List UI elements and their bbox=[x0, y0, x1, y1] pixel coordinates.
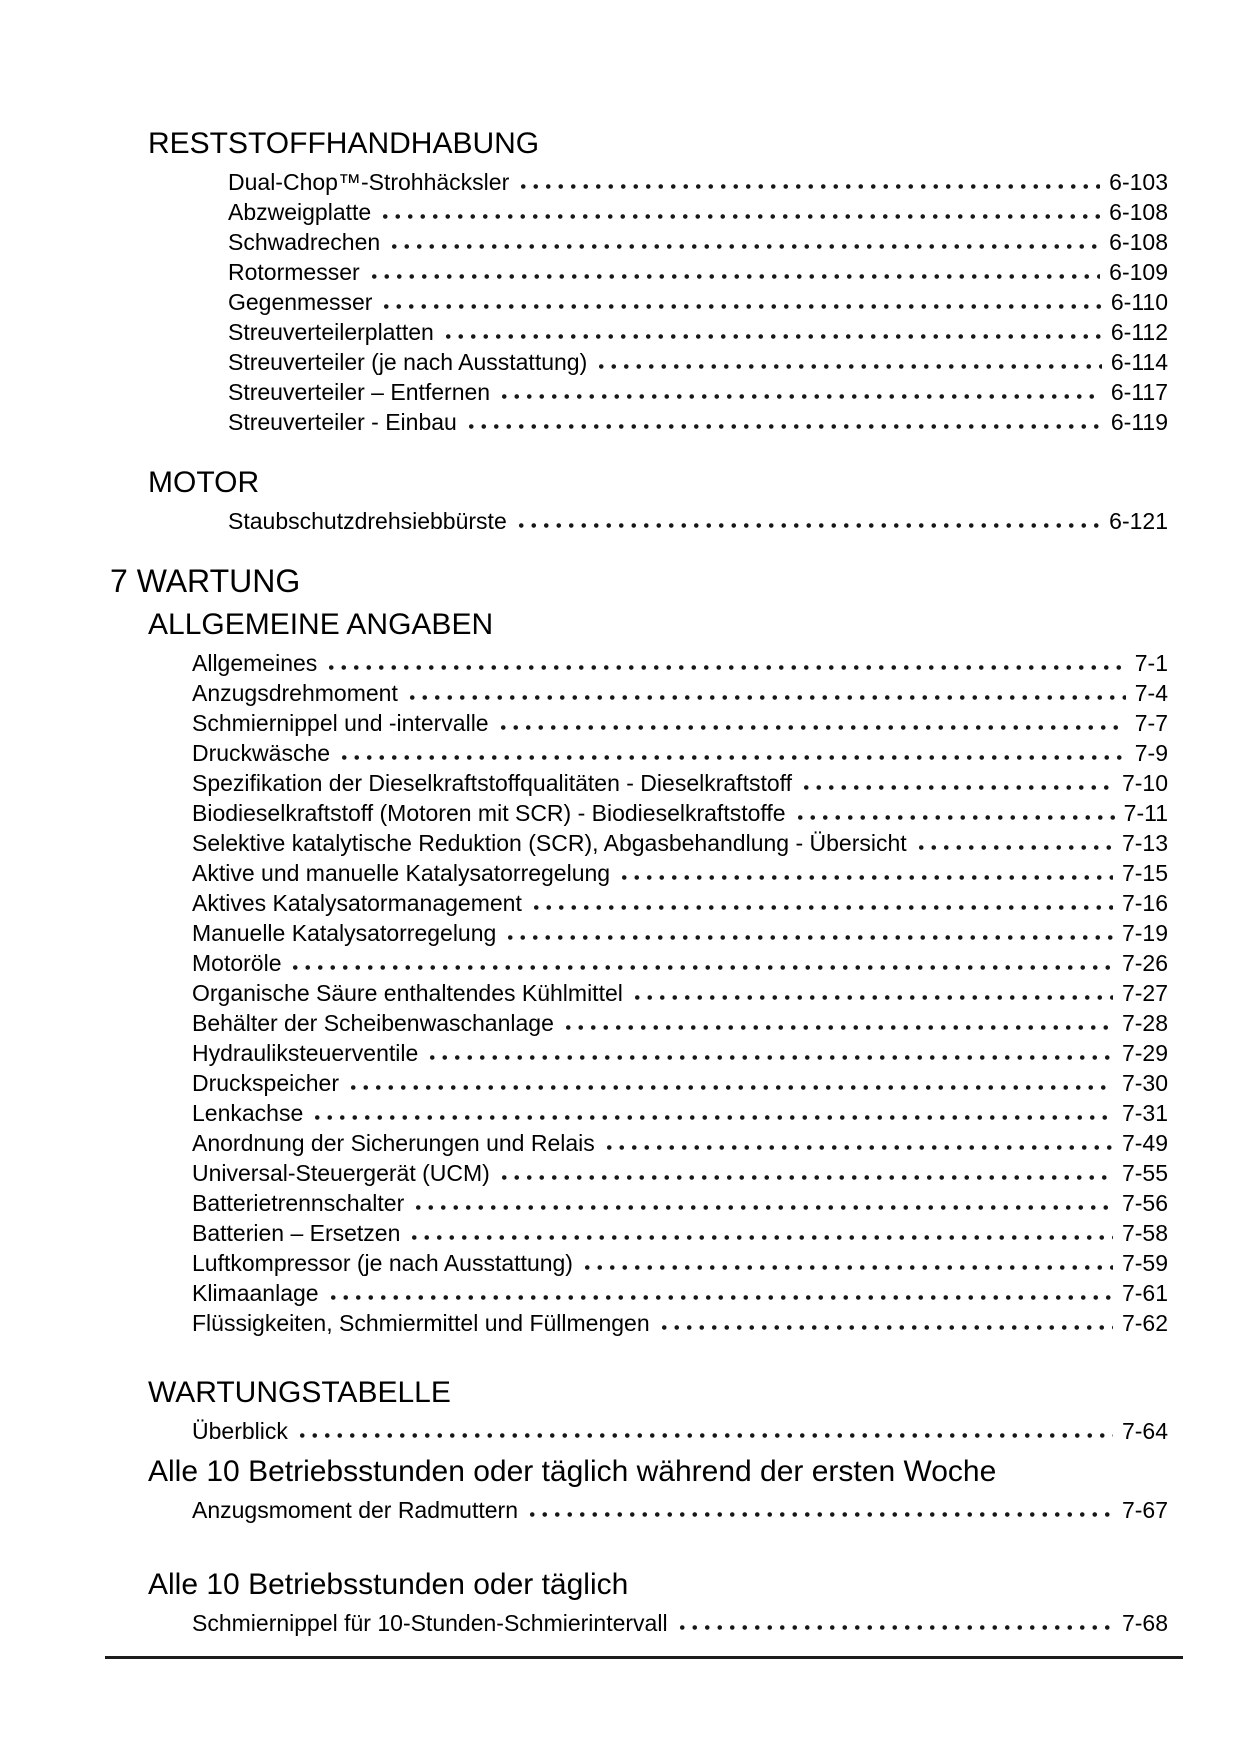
toc-entry-label: Schwadrechen bbox=[228, 229, 381, 255]
toc-entry-page: 7-1 bbox=[1134, 650, 1168, 676]
toc-entry bbox=[192, 918, 1168, 948]
toc-entry-page: 7-62 bbox=[1121, 1310, 1168, 1336]
toc-entry bbox=[192, 1218, 1168, 1248]
toc-entry-list bbox=[192, 1416, 1168, 1446]
dot-leader bbox=[412, 1205, 1113, 1210]
dot-leader bbox=[517, 184, 1100, 189]
toc-entry-page: 7-4 bbox=[1134, 680, 1168, 706]
toc-entry bbox=[192, 1308, 1168, 1338]
dot-leader bbox=[388, 244, 1100, 249]
toc-entry bbox=[192, 1278, 1168, 1308]
toc-entry-page: 7-16 bbox=[1121, 890, 1168, 916]
toc-entry-label: Rotormesser bbox=[228, 259, 360, 285]
dot-leader bbox=[497, 725, 1126, 730]
toc-entry bbox=[228, 287, 1168, 317]
dot-leader bbox=[379, 214, 1100, 219]
toc-entry bbox=[228, 347, 1168, 377]
dot-leader bbox=[800, 785, 1113, 790]
toc-entry bbox=[192, 738, 1168, 768]
toc-entry bbox=[192, 1038, 1168, 1068]
dot-leader bbox=[442, 334, 1102, 339]
toc-entry bbox=[192, 1188, 1168, 1218]
toc-entry-label: Staubschutzdrehsiebbürste bbox=[228, 508, 507, 534]
toc-entry-page: 7-11 bbox=[1123, 800, 1168, 826]
toc-entry-page: 6-119 bbox=[1110, 409, 1168, 435]
section-title: WARTUNGSTABELLE bbox=[148, 1376, 451, 1409]
section-title: RESTSTOFFHANDHABUNG bbox=[148, 127, 540, 160]
toc-entry-label: Streuverteiler – Entfernen bbox=[228, 379, 491, 405]
toc-entry-page: 6-110 bbox=[1110, 289, 1168, 315]
toc-entry-label: Streuverteiler - Einbau bbox=[228, 409, 457, 435]
toc-entry bbox=[192, 978, 1168, 1008]
toc-entry-page: 7-64 bbox=[1121, 1418, 1168, 1444]
toc-entry-list bbox=[228, 506, 1168, 536]
toc-entry bbox=[192, 858, 1168, 888]
toc-entry-page: 6-108 bbox=[1109, 229, 1168, 255]
toc-section bbox=[110, 1569, 1168, 1638]
dot-leader bbox=[289, 965, 1112, 970]
dot-leader bbox=[676, 1625, 1113, 1630]
dot-leader bbox=[368, 274, 1101, 279]
toc-entry-page: 7-56 bbox=[1121, 1190, 1168, 1216]
toc-entry-page: 7-55 bbox=[1121, 1160, 1168, 1186]
toc-entry-page: 6-117 bbox=[1110, 379, 1168, 405]
toc-entry-label: Anzugsdrehmoment bbox=[192, 680, 398, 706]
toc-entry-label: Streuverteiler (je nach Ausstattung) bbox=[228, 349, 588, 375]
toc-entry-label: Flüssigkeiten, Schmiermittel und Füllmengen bbox=[192, 1310, 650, 1336]
toc-entry-page: 7-13 bbox=[1121, 830, 1168, 856]
dot-leader bbox=[338, 755, 1126, 760]
toc-entry-label: Druckwäsche bbox=[192, 740, 331, 766]
toc-entry-label: Spezifikation der Dieselkraftstoffqualitäten - Dieselkraftstoff bbox=[192, 770, 792, 796]
dot-leader bbox=[347, 1085, 1113, 1090]
toc-entry bbox=[192, 828, 1168, 858]
dot-leader bbox=[658, 1325, 1113, 1330]
dot-leader bbox=[631, 995, 1113, 1000]
dot-leader bbox=[915, 845, 1113, 850]
toc-entry-label: Anordnung der Sicherungen und Relais bbox=[192, 1130, 595, 1156]
dot-leader bbox=[562, 1025, 1113, 1030]
dot-leader bbox=[515, 523, 1100, 528]
chapter-title: 7 WARTUNG bbox=[110, 563, 301, 599]
toc-entry bbox=[192, 1008, 1168, 1038]
toc-entry-label: Manuelle Katalysatorregelung bbox=[192, 920, 497, 946]
dot-leader bbox=[311, 1115, 1113, 1120]
toc-entry-label: Druckspeicher bbox=[192, 1070, 339, 1096]
dot-leader bbox=[595, 364, 1102, 369]
toc-entry bbox=[192, 948, 1168, 978]
toc-entry bbox=[192, 888, 1168, 918]
toc-section bbox=[110, 1456, 1168, 1525]
dot-leader bbox=[530, 905, 1113, 910]
toc-entry-page: 7-29 bbox=[1121, 1040, 1168, 1066]
toc-entry-page: 7-31 bbox=[1121, 1100, 1168, 1126]
toc-entry-page: 7-28 bbox=[1121, 1010, 1168, 1036]
toc-entry-page: 7-67 bbox=[1121, 1497, 1168, 1523]
dot-leader bbox=[406, 695, 1126, 700]
toc-entry bbox=[192, 768, 1168, 798]
toc-entry-page: 6-103 bbox=[1109, 169, 1168, 195]
toc-entry-list bbox=[192, 1608, 1168, 1638]
toc-entry-page: 7-15 bbox=[1121, 860, 1168, 886]
toc-entry bbox=[192, 708, 1168, 738]
toc-entry-label: Luftkompressor (je nach Ausstattung) bbox=[192, 1250, 573, 1276]
toc-entry-label: Behälter der Scheibenwaschanlage bbox=[192, 1010, 554, 1036]
section-title: ALLGEMEINE ANGABEN bbox=[148, 608, 494, 641]
toc-section bbox=[110, 609, 1168, 1338]
toc-entry bbox=[192, 1068, 1168, 1098]
toc-entry bbox=[192, 1416, 1168, 1446]
toc-entry-label: Lenkachse bbox=[192, 1100, 304, 1126]
toc-entry-page: 7-26 bbox=[1121, 950, 1168, 976]
toc-entry bbox=[192, 798, 1168, 828]
footer-rule bbox=[105, 1656, 1183, 1659]
toc-entry-list bbox=[192, 1495, 1168, 1525]
toc-entry bbox=[228, 317, 1168, 347]
toc-entry-label: Organische Säure enthaltendes Kühlmittel bbox=[192, 980, 623, 1006]
dot-leader bbox=[465, 424, 1102, 429]
dot-leader bbox=[581, 1265, 1113, 1270]
toc-entry-label: Hydrauliksteuerventile bbox=[192, 1040, 419, 1066]
dot-leader bbox=[526, 1512, 1113, 1517]
section-title: MOTOR bbox=[148, 466, 260, 499]
dot-leader bbox=[380, 304, 1101, 309]
toc-entry bbox=[192, 1128, 1168, 1158]
toc-entry-page: 7-59 bbox=[1121, 1250, 1168, 1276]
toc-entry bbox=[192, 648, 1168, 678]
toc-section bbox=[110, 128, 1168, 437]
toc-entry bbox=[192, 1098, 1168, 1128]
toc-entry-label: Aktives Katalysatormanagement bbox=[192, 890, 522, 916]
toc-entry-label: Schmiernippel für 10-Stunden-Schmierintervall bbox=[192, 1610, 668, 1636]
toc-entry bbox=[192, 1495, 1168, 1525]
toc-entry-label: Batterietrennschalter bbox=[192, 1190, 405, 1216]
toc-entry-page: 7-61 bbox=[1121, 1280, 1168, 1306]
toc-entry-page: 7-19 bbox=[1121, 920, 1168, 946]
toc-entry-label: Klimaanlage bbox=[192, 1280, 319, 1306]
toc-entry-label: Streuverteilerplatten bbox=[228, 319, 434, 345]
toc-entry-label: Überblick bbox=[192, 1418, 288, 1444]
toc-entry-label: Motoröle bbox=[192, 950, 282, 976]
toc-entry bbox=[192, 1248, 1168, 1278]
toc-entry-page: 7-58 bbox=[1121, 1220, 1168, 1246]
dot-leader bbox=[426, 1055, 1113, 1060]
toc-entry bbox=[192, 1608, 1168, 1638]
toc-entry-list bbox=[228, 167, 1168, 437]
toc-entry-label: Allgemeines bbox=[192, 650, 318, 676]
toc-entry bbox=[192, 678, 1168, 708]
toc-entry bbox=[228, 407, 1168, 437]
dot-leader bbox=[618, 875, 1113, 880]
dot-leader bbox=[408, 1235, 1113, 1240]
toc-entry-page: 7-9 bbox=[1134, 740, 1168, 766]
toc-entry-label: Universal-Steuergerät (UCM) bbox=[192, 1160, 490, 1186]
toc-entry-page: 7-7 bbox=[1134, 710, 1168, 736]
toc-entry-label: Selektive katalytische Reduktion (SCR), Abgasbehandlung - Übersicht bbox=[192, 830, 907, 856]
toc-entry-page: 7-27 bbox=[1121, 980, 1168, 1006]
toc-entry-label: Anzugsmoment der Radmuttern bbox=[192, 1497, 518, 1523]
toc-entry-label: Batterien – Ersetzen bbox=[192, 1220, 401, 1246]
section-title: Alle 10 Betriebsstunden oder täglich während der ersten Woche bbox=[148, 1455, 997, 1488]
section-title: Alle 10 Betriebsstunden oder täglich bbox=[148, 1568, 629, 1601]
toc-entry-page: 7-30 bbox=[1121, 1070, 1168, 1096]
toc-entry bbox=[228, 257, 1168, 287]
dot-leader bbox=[327, 1295, 1113, 1300]
table-of-contents bbox=[110, 128, 1168, 1638]
toc-entry-label: Aktive und manuelle Katalysatorregelung bbox=[192, 860, 611, 886]
toc-entry-page: 7-10 bbox=[1121, 770, 1168, 796]
dot-leader bbox=[498, 394, 1102, 399]
toc-entry-page: 6-108 bbox=[1109, 199, 1168, 225]
dot-leader bbox=[296, 1433, 1113, 1438]
toc-entry bbox=[228, 167, 1168, 197]
dot-leader bbox=[794, 815, 1115, 820]
toc-entry bbox=[228, 197, 1168, 227]
toc-entry bbox=[192, 1158, 1168, 1188]
dot-leader bbox=[325, 665, 1125, 670]
toc-entry-label: Abzweigplatte bbox=[228, 199, 372, 225]
dot-leader bbox=[504, 935, 1113, 940]
toc-entry bbox=[228, 377, 1168, 407]
toc-entry-page: 6-121 bbox=[1109, 508, 1168, 534]
toc-entry-page: 6-109 bbox=[1109, 259, 1168, 285]
toc-entry-label: Schmiernippel und -intervalle bbox=[192, 710, 489, 736]
toc-entry-label: Dual-Chop™-Strohhäcksler bbox=[228, 169, 510, 195]
toc-entry-label: Gegenmesser bbox=[228, 289, 373, 315]
toc-entry-page: 7-49 bbox=[1121, 1130, 1168, 1156]
toc-entry-label: Biodieselkraftstoff (Motoren mit SCR) - Biodieselkraftstoffe bbox=[192, 800, 786, 826]
dot-leader bbox=[498, 1175, 1113, 1180]
toc-section bbox=[110, 467, 1168, 536]
toc-entry-page: 6-112 bbox=[1110, 319, 1168, 345]
dot-leader bbox=[603, 1145, 1113, 1150]
toc-entry-page: 6-114 bbox=[1110, 349, 1168, 375]
toc-entry bbox=[228, 227, 1168, 257]
toc-entry-list bbox=[192, 648, 1168, 1338]
toc-entry bbox=[228, 506, 1168, 536]
toc-section bbox=[110, 1377, 1168, 1446]
toc-entry-page: 7-68 bbox=[1121, 1610, 1168, 1636]
toc-section bbox=[110, 564, 1168, 598]
